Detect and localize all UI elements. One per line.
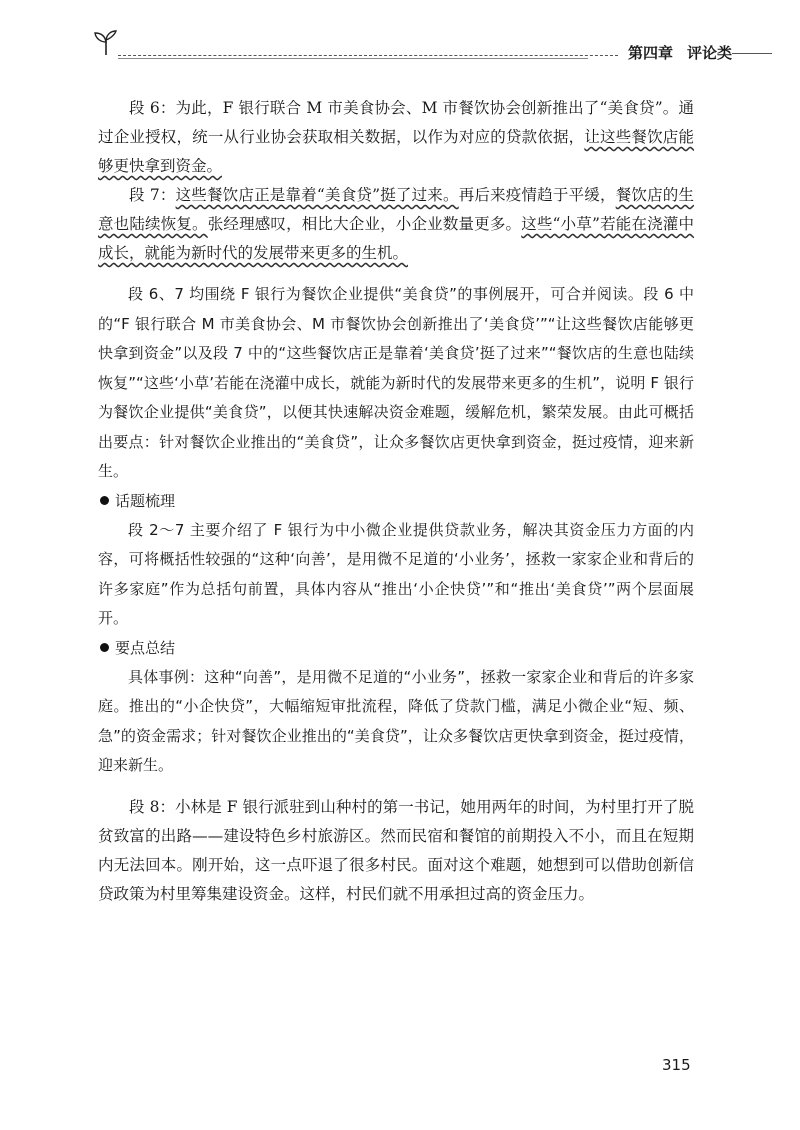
paragraph-6-underline: 让这些餐饮店能够更快拿到资金。 (98, 128, 694, 175)
chapter-heading (628, 42, 732, 63)
paragraph-8: 段 8：小林是 F 银行派驻到山种村的第一书记，她用两年的时间，为村里打开了脱贫致富的出路——建设特色乡村旅游区。然而民宿和餐馆的前期投入不小，而且在短期内无法回本。刚开始，这一点吓退了很多村民。面对这个难题，她想到可以借助创新信贷政策为村里筹集建设资金。这样，村民们就不用承担过高的资金压力。 (98, 797, 694, 903)
bullet-dot-icon (100, 643, 109, 652)
section-title: 评论类 (687, 44, 733, 62)
chapter-title: 第四章 (628, 44, 674, 62)
page-header (92, 28, 772, 68)
summary-paragraph: 具体事例：这种“向善”，是用微不足道的“小业务”，拯救一家家企业和背后的许多家庭。推出的“小企快贷”，大幅缩短审批流程，降低了贷款门槛，满足小微企业“短、频、急”的资金需求；针对餐饮企业推出的“美食贷”，让众多餐饮店更快拿到资金，挺过疫情，迎来新生。 (98, 667, 694, 774)
bullet-dot-icon (100, 496, 109, 505)
sprout-icon (92, 30, 120, 56)
topic-heading: 话题梳理 (98, 487, 694, 516)
page-number: 315 (662, 1056, 691, 1074)
header-rule-left (118, 55, 618, 56)
summary-heading: 要点总结 (98, 634, 694, 663)
paragraph-7: 段 7：这些餐饮店正是靠着“美食贷”挺了过来。再后来疫情趋于平缓，餐饮店的生意也陆续恢复。张经理感叹，相比大企业，小企业数量更多。这些“小草”若能在浇灌中成长，就能为新时代的发展带来更多的生机。 (98, 186, 694, 262)
topic-paragraph: 段 2～7 主要介绍了 F 银行为中小微企业提供贷款业务，解决其资金压力方面的内容，可将概括性较强的“这种‘向善’，是用微不足道的‘小业务’，拯救一家家企业和背后的许多家庭”作为总括句前置，具体内容从“推出‘小企快贷’”和“推出‘美食贷’”两个层面展开。 (98, 520, 694, 627)
analysis-paragraph: 段 6、7 均围绕 F 银行为餐饮企业提供“美食贷”的事例展开，可合并阅读。段 6 中的“F 银行联合 M 市美食协会、M 市餐饮协会创新推出了‘美食贷’”“让这些餐饮店能够更快拿到资金”以及段 7 中的“这些餐饮店正是靠着‘美食贷’挺了过来”“餐饮店的生意也陆续恢复”“这些‘小草’若能在浇灌中成长，就能为新时代的发展带来更多的生机”，说明 F 银行为餐饮企业提供“美食贷”，以便其快速解决资金难题，缓解危机，繁荣发展。由此可概括出要点：针对餐饮企业推出的“美食贷”，让众多餐饮店更快拿到资金，挺过疫情，迎来新生。 (98, 285, 694, 480)
page-content (98, 94, 694, 909)
header-rule-right (732, 53, 772, 54)
paragraph-6: 段 6：为此，F 银行联合 M 市美食协会、M 市餐饮协会创新推出了“美食贷”。通过企业授权，统一从行业协会获取相关数据，以作为对应的贷款依据，让这些餐饮店能够更快拿到资金。 (98, 99, 694, 175)
